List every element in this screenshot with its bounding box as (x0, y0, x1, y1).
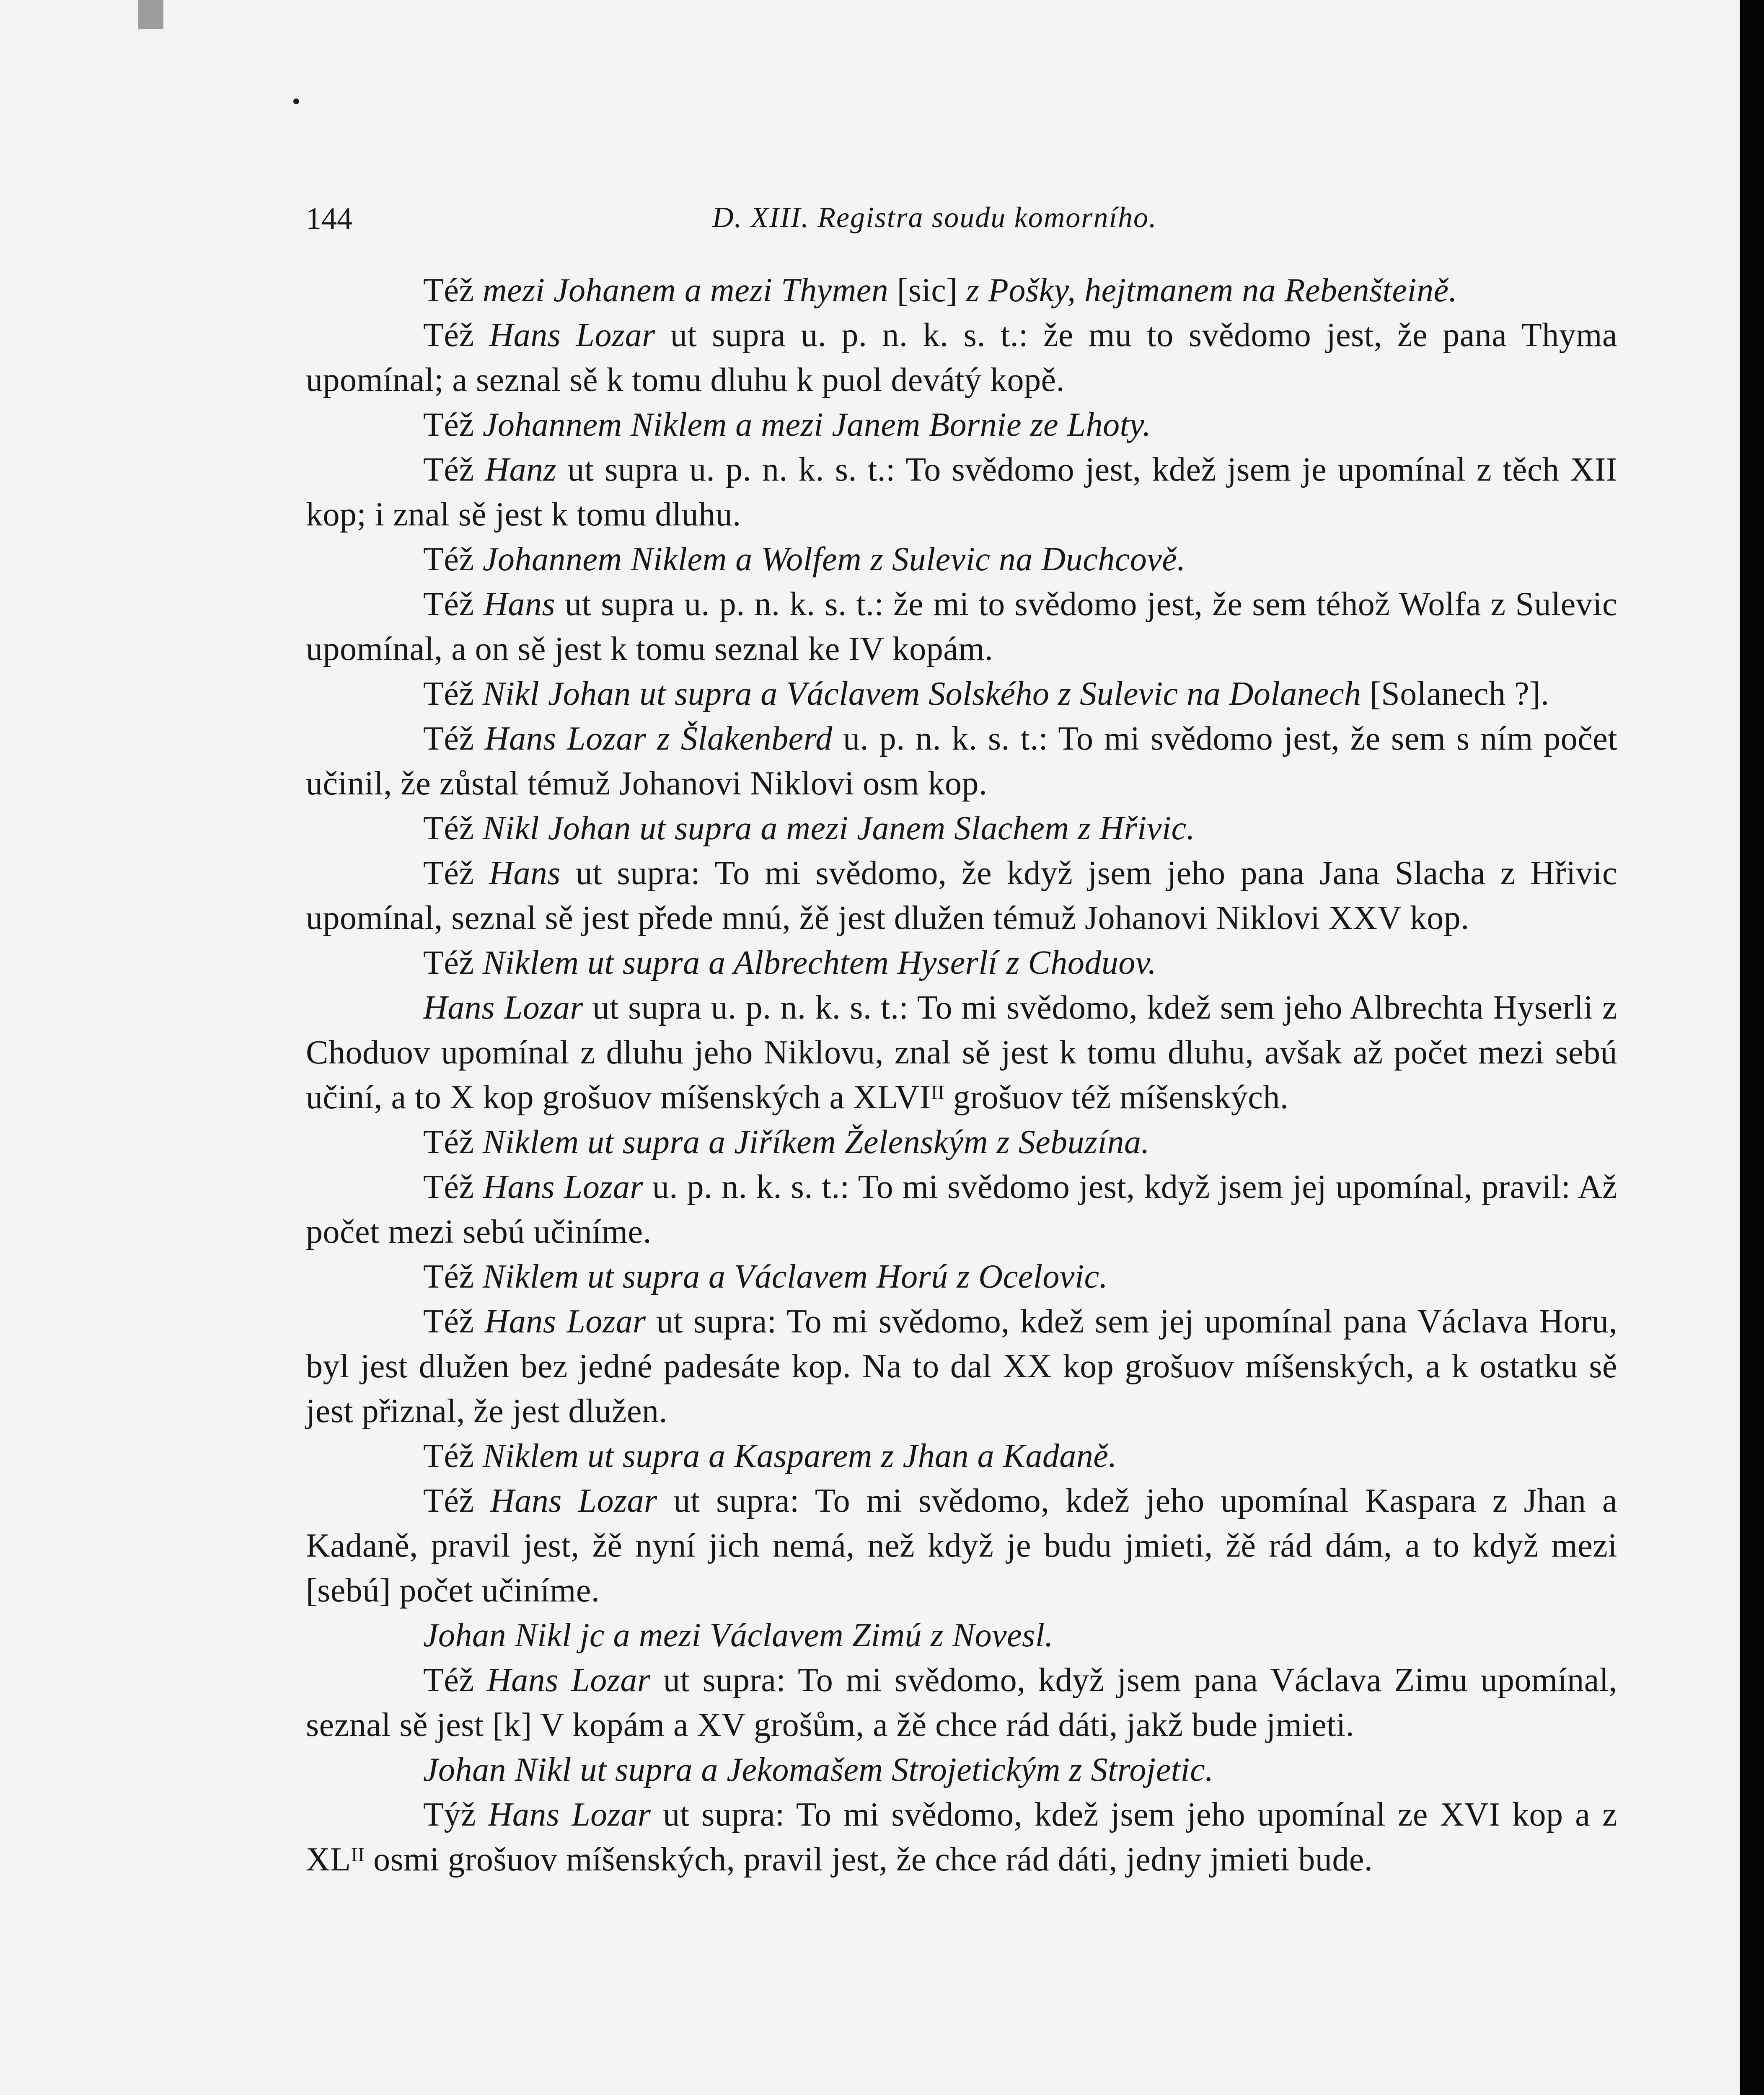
paragraph-text: ut supra u. p. n. k. s. t.: To mi svědomo, kdež sem jeho Albrechta Hyserli z Choduov upomínal z dluhu jeho Niklovu, znal sě jest k tomu dluhu, avšak až počet mezi sebú učiní, a to X kop grošuov míšenských a XLVIᴵᴵ grošuov též míšenských. (306, 989, 1618, 1116)
paragraph-lead: Též (423, 1438, 483, 1474)
party-names: Hans Lozar (489, 317, 655, 354)
paragraph-lead: Též (423, 675, 483, 712)
paragraph (306, 1658, 1617, 1748)
paragraph-text: ut supra u. p. n. k. s. t.: To svědomo jest, kdež jsem je upomínal z těch XII kop; i znal sě jest k tomu dluhu. (306, 451, 1617, 533)
paragraph (306, 716, 1617, 806)
page-number: 144 (306, 202, 352, 236)
paragraph (306, 1748, 1617, 1792)
paragraph-lead: Též (423, 406, 483, 443)
paragraph-text: ut supra: To mi svědomo, že když jsem jeho pana Jana Slacha z Hřivic upomínal, seznal sě jest přede mnú, žě jest dlužen témuž Johanovi Niklovi XXV kop. (306, 855, 1618, 936)
paragraph-text: ut supra: To mi svědomo, kdež jeho upomínal Kaspara z Jhan a Kadaně, pravil jest, žě nyní jich nemá, než když je budu jmieti, žě rád dám, a to když mezi [sebú] počet učiníme. (306, 1482, 1617, 1609)
paragraph (306, 1434, 1617, 1479)
paragraph-lead: Též (423, 810, 483, 847)
paragraph-lead: Též (423, 944, 483, 981)
party-names: Johan Nikl ut supra a Jekomašem Strojetickým z Strojetic. (423, 1751, 1214, 1788)
paragraph (306, 806, 1617, 851)
party-names: Niklem ut supra a Václavem Horú z Ocelovic. (482, 1258, 1108, 1295)
paragraph-text: ut supra: To mi svědomo, když jsem pana Václava Zimu upomínal, seznal sě jest [k] V kopám a XV grošům, a žě chce rád dáti, jakž bude jmieti. (306, 1662, 1618, 1743)
paragraph-text: u. p. n. k. s. t.: To mi svědomo jest, že sem s ním počet učinil, že zůstal témuž Johanovi Niklovi osm kop. (306, 720, 1617, 802)
party-names: Hans (489, 855, 561, 892)
paragraph (306, 985, 1617, 1120)
paragraph-text: ut supra u. p. n. k. s. t.: že mi to svědomo jest, že sem téhož Wolfa z Sulevic upomínal, a on sě jest k tomu seznal ke IV kopám. (306, 586, 1617, 667)
party-names-continued: z Pošky, hejtmanem na Rebenšteině. (966, 272, 1458, 309)
paragraph-lead: Též (423, 317, 489, 354)
paragraph-text: [sic] (888, 272, 966, 309)
paragraph-lead: Též (423, 1169, 484, 1205)
paragraph (306, 1613, 1617, 1658)
paragraph-lead: Též (423, 451, 485, 488)
party-names: Hans Lozar (484, 1303, 646, 1340)
paragraph (306, 941, 1617, 985)
party-names: Niklem ut supra a Albrechtem Hyserlí z Choduov. (482, 944, 1157, 981)
paragraph-text: ut supra: To mi svědomo, kdež sem jej upomínal pana Václava Horu, byl jest dlužen bez jedné padesáte kop. Na to dal XX kop grošuov míšenských, a k ostatku sě jest přiznal, že jest dlužen. (306, 1303, 1617, 1430)
paragraph-text: [Solanech ?]. (1361, 675, 1549, 712)
paragraph (306, 268, 1617, 313)
party-names: Niklem ut supra a Jiříkem Želenským z Sebuzína. (482, 1124, 1150, 1161)
paragraph-lead: Též (423, 1124, 483, 1161)
paragraph-lead: Též (423, 1662, 487, 1699)
party-names: Johan Nikl jc a mezi Václavem Zimú z Novesl. (423, 1617, 1053, 1654)
paragraph-lead: Též (423, 1303, 485, 1340)
paragraph (306, 1479, 1617, 1613)
paragraph-lead: Též (423, 1258, 483, 1295)
party-names: Hans Lozar (486, 1662, 651, 1699)
party-names: Niklem ut supra a Kasparem z Jhan a Kadaně. (482, 1438, 1117, 1474)
scan-dark-edge (1740, 0, 1764, 2095)
scan-speck (293, 98, 299, 104)
paragraph-text: ut supra u. p. n. k. s. t.: že mu to svědomo jest, že pana Thyma upomínal; a seznal sě k tomu dluhu k puol devátý kopě. (306, 317, 1617, 398)
body-text (306, 268, 1617, 1882)
paragraph (306, 1165, 1617, 1254)
scan-corner-mark (138, 0, 163, 29)
running-title: D. XIII. Registra soudu komorního. (712, 202, 1157, 234)
party-names: Hans Lozar (483, 1169, 644, 1205)
paragraph (306, 1299, 1617, 1434)
paragraph (306, 582, 1617, 672)
party-names: Hanz (485, 451, 557, 488)
paragraph (306, 851, 1617, 941)
paragraph (306, 537, 1617, 582)
paragraph (306, 1792, 1617, 1882)
party-names: Hans Lozar (423, 989, 584, 1026)
paragraph (306, 1120, 1617, 1165)
party-names: Hans Lozar (490, 1482, 657, 1519)
paragraph (306, 672, 1617, 716)
party-names: Nikl Johan ut supra a Václavem Solského z Sulevic na Dolanech (482, 675, 1361, 712)
paragraph (306, 1254, 1617, 1299)
paragraph (306, 313, 1617, 403)
party-names: Hans Lozar (488, 1796, 651, 1833)
paragraph-text: u. p. n. k. s. t.: To mi svědomo jest, když jsem jej upomínal, pravil: Až počet mezi sebú učiníme. (306, 1169, 1618, 1250)
party-names: Hans (484, 586, 556, 623)
paragraph-lead: Též (423, 541, 483, 578)
paragraph (306, 447, 1617, 537)
party-names: Johannem Niklem a Wolfem z Sulevic na Duchcově. (482, 541, 1186, 578)
page-header (306, 197, 1626, 251)
paragraph-lead: Též (423, 855, 489, 892)
paragraph-lead: Též (423, 1482, 490, 1519)
party-names: Hans Lozar z Šlakenberd (484, 720, 833, 757)
party-names: Nikl Johan ut supra a mezi Janem Slachem z Hřivic. (482, 810, 1195, 847)
paragraph-lead: Též (423, 272, 483, 309)
paragraph-lead: Týž (423, 1796, 488, 1833)
paragraph-lead: Též (423, 720, 485, 757)
party-names: Johannem Niklem a mezi Janem Bornie ze Lhoty. (482, 406, 1151, 443)
paragraph-text: ut supra: To mi svědomo, kdež jsem jeho upomínal ze XVI kop a z XLᴵᴵ osmi grošuov míšenských, pravil jest, že chce rád dáti, jedny jmieti bude. (306, 1796, 1618, 1878)
paragraph (306, 403, 1617, 447)
party-names: mezi Johanem a mezi Thymen (482, 272, 889, 309)
paragraph-lead: Též (423, 586, 484, 623)
